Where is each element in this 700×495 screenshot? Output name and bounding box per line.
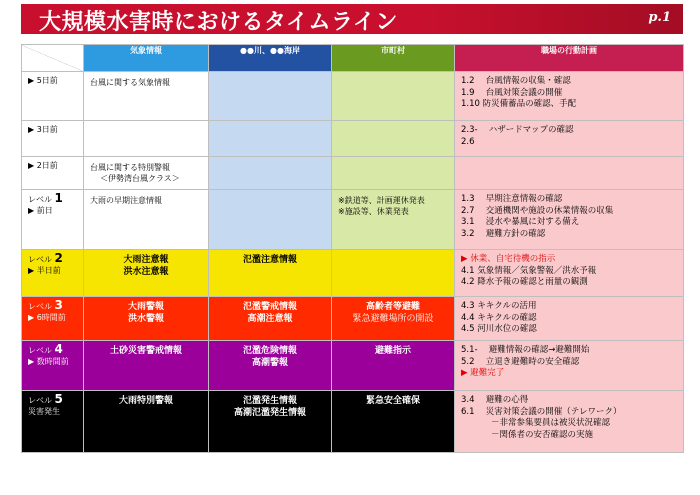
city-cell: 避難指示	[332, 341, 455, 391]
row-3days	[22, 121, 684, 157]
river-text: 高潮氾濫発生情報	[233, 408, 306, 418]
river-text: 高潮警報	[251, 358, 288, 368]
weather-cell: 土砂災害警戒情報	[84, 341, 209, 391]
work-item: 4.1 気象情報／気象警報／洪水予報	[461, 265, 597, 276]
city-cell	[332, 157, 455, 190]
work-item: 5.2 立退き避難時の安全確認	[461, 356, 580, 367]
stage-cell	[22, 157, 84, 190]
header-workplace: 職場の行動計画	[455, 45, 684, 72]
work-cell	[455, 157, 684, 190]
work-cell	[455, 190, 684, 250]
river-cell	[209, 121, 332, 157]
river-cell	[209, 391, 332, 453]
work-subitem: －非常参集要員は被災状況確認	[491, 418, 611, 428]
level-number: 2	[54, 251, 63, 265]
title-bar	[21, 4, 683, 34]
work-item: 6.1 災害対策会議の開催（テレワーク）	[461, 406, 622, 417]
work-cell	[455, 297, 684, 341]
level-number: 5	[54, 392, 63, 406]
level-number: 3	[54, 298, 63, 312]
city-text: 緊急避難場所の開設	[352, 314, 434, 324]
weather-text: 洪水警報	[127, 314, 164, 324]
work-item: 4.2 降水予報の確認と雨量の観測	[461, 277, 588, 287]
header-weather: 気象情報	[84, 45, 209, 72]
row-2days	[22, 157, 684, 190]
work-item: 1.10 防災備蓄品の確認、手配	[461, 99, 577, 109]
stage-label: レベル	[28, 302, 52, 311]
stage-label: ▶ 5日前	[28, 76, 58, 85]
river-cell	[209, 341, 332, 391]
weather-text: 洪水注意報	[123, 267, 169, 277]
stage-label: レベル	[28, 346, 52, 355]
weather-cell: 台風に関する気象情報	[84, 72, 209, 121]
river-text: 氾濫危険情報	[242, 346, 297, 356]
level-number: 1	[54, 191, 63, 205]
stage-label: ▶ 3日前	[28, 125, 58, 134]
city-cell	[332, 250, 455, 297]
work-item: 5.1- 避難情報の確認→避難開始	[461, 345, 590, 355]
river-cell	[209, 297, 332, 341]
city-text: ※鉄道等、計画運休発表	[338, 196, 425, 205]
stage-timing: 災害発生	[28, 407, 60, 416]
river-text: 高潮注意報	[247, 314, 293, 324]
stage-cell	[22, 121, 84, 157]
work-cell	[455, 250, 684, 297]
work-item: 2.7 交通機関や施設の休業情報の収集	[461, 205, 614, 216]
stage-cell	[22, 72, 84, 121]
timeline-table	[21, 44, 684, 453]
city-text: 高齢者等避難	[365, 302, 420, 312]
work-item: 3.4 避難の心得	[461, 395, 529, 405]
stage-label: ▶ 2日前	[28, 161, 58, 170]
work-item: 1.9 台風対策会議の開催	[461, 87, 563, 98]
row-level-4	[22, 341, 684, 391]
row-level-2	[22, 250, 684, 297]
work-alert: ▶ 避難完了	[461, 368, 505, 378]
stage-label: レベル	[28, 195, 52, 204]
page-number: p.1	[648, 10, 671, 25]
river-text: 氾濫警戒情報	[242, 302, 297, 312]
work-item: 3.1 浸水や暴風に対する備え	[461, 217, 580, 227]
level-number: 4	[54, 342, 63, 356]
weather-cell: 大雨特別警報	[84, 391, 209, 453]
work-item: 1.2 台風情報の収集・確認	[461, 76, 571, 86]
corner-cell	[22, 45, 84, 72]
weather-text: 大雨注意報	[123, 255, 169, 265]
work-cell	[455, 391, 684, 453]
work-cell	[455, 121, 684, 157]
weather-cell	[84, 121, 209, 157]
stage-label: レベル	[28, 255, 52, 264]
stage-cell	[22, 190, 84, 250]
row-5days	[22, 72, 684, 121]
work-cell	[455, 341, 684, 391]
row-level-5	[22, 391, 684, 453]
page-title: 大規模水害時におけるタイムライン	[39, 10, 398, 35]
work-item: 2.6	[461, 136, 475, 147]
weather-text: 大雨警報	[127, 302, 164, 312]
river-text: 氾濫発生情報	[242, 396, 297, 406]
work-item: 1.3 早期注意情報の確認	[461, 194, 563, 204]
stage-cell	[22, 250, 84, 297]
stage-cell	[22, 391, 84, 453]
stage-timing: ▶ 数時間前	[28, 357, 69, 366]
work-item: 4.4 キキクルの確認	[461, 312, 537, 323]
city-cell	[332, 297, 455, 341]
river-cell	[209, 157, 332, 190]
row-level-1	[22, 190, 684, 250]
work-cell	[455, 72, 684, 121]
city-cell	[332, 72, 455, 121]
stage-cell	[22, 341, 84, 391]
work-alert: ▶ 休業、自宅待機の指示	[461, 254, 556, 264]
header-river: ●●川、●●海岸	[209, 45, 332, 72]
city-cell	[332, 121, 455, 157]
weather-cell	[84, 297, 209, 341]
river-cell	[209, 190, 332, 250]
weather-cell	[84, 250, 209, 297]
river-cell: 氾濫注意情報	[209, 250, 332, 297]
stage-cell	[22, 297, 84, 341]
stage-label: レベル	[28, 396, 52, 405]
work-item: 2.3- ハザードマップの確認	[461, 125, 574, 135]
stage-timing: ▶ 半日前	[28, 266, 61, 275]
row-level-3	[22, 297, 684, 341]
weather-cell	[84, 157, 209, 190]
work-item: 4.5 河川水位の確認	[461, 324, 537, 334]
weather-text: ＜伊勢湾台風クラス＞	[100, 174, 180, 183]
city-cell	[332, 190, 455, 250]
header-row	[22, 45, 684, 72]
city-text: ※施設等、休業発表	[338, 207, 409, 216]
city-cell: 緊急安全確保	[332, 391, 455, 453]
work-item: 4.3 キキクルの活用	[461, 301, 537, 311]
weather-text: 台風に関する特別警報	[90, 163, 170, 172]
work-item: 3.2 避難方針の確認	[461, 228, 546, 239]
river-cell	[209, 72, 332, 121]
stage-timing: ▶ 6時間前	[28, 313, 66, 322]
work-subitem: －関係者の安否確認の実施	[491, 429, 594, 440]
weather-cell: 大雨の早期注意情報	[84, 190, 209, 250]
stage-timing: ▶ 前日	[28, 206, 53, 215]
header-city: 市町村	[332, 45, 455, 72]
